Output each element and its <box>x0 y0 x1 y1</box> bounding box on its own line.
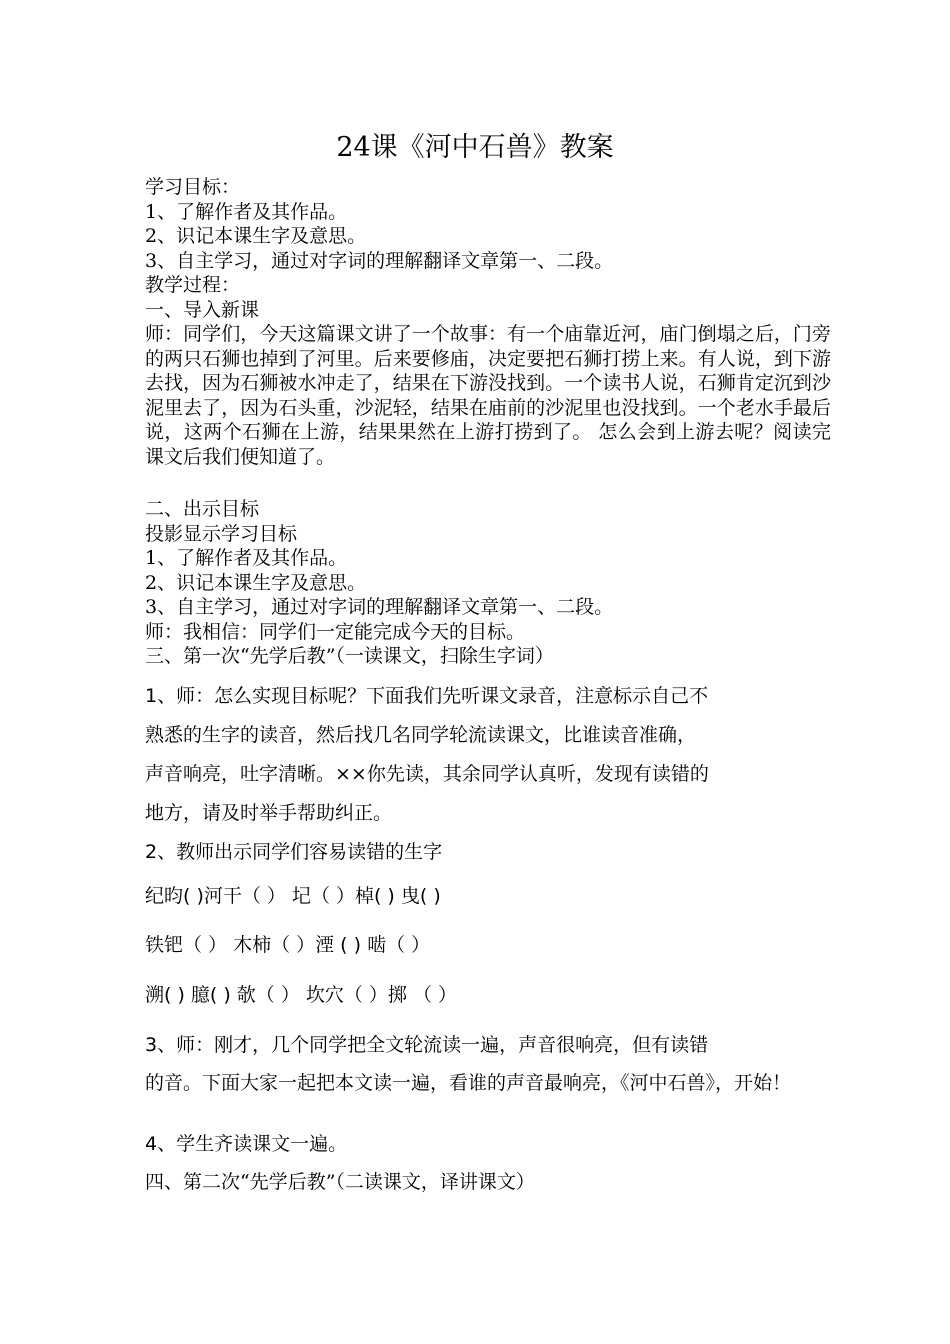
process-heading: 教学过程： <box>145 274 241 296</box>
step3-line: 的音。下面大家一起把本文读一遍，看谁的声音最响亮，《河中石兽》，开始！ <box>145 1072 792 1094</box>
vocab-row: 铁钯（ ） 木柿（ ）湮 ( ) 啮（ ） <box>145 934 431 956</box>
section2-heading: 二、出示目标 <box>145 498 260 520</box>
step1-line: 地方，请及时举手帮助纠正。 <box>145 802 393 824</box>
objective-item: 2、识记本课生字及意思。 <box>145 225 367 247</box>
step2-heading: 2、教师出示同学们容易读错的生字 <box>145 841 443 863</box>
section1-heading: 一、导入新课 <box>145 298 260 321</box>
teacher-statement: 师：我相信：同学们一定能完成今天的目标。 <box>145 620 526 643</box>
section3-heading: 三、第一次“先学后教”（一读课文，扫除生字词） <box>145 645 554 667</box>
goal-item: 3、自主学习，通过对字词的理解翻译文章第一、二段。 <box>145 596 614 618</box>
step4-line: 4、学生齐读课文一遍。 <box>145 1133 348 1155</box>
section1-paragraph: 师：同学们，今天这篇课文讲了一个故事：有一个庙靠近河，庙门倒塌之后，门旁的两只石狮也掉到了河里。后来要修庙，决定要把石狮打捞上来。有人说，到下游去找，因为石狮被水冲走了，结果在下游没找到。一个读书人说，石狮肯定沉到沙泥里去了，因为石头重，沙泥轻，结果在庙前的沙泥里也没找到。一个老水手最后说，这两个石狮在上游，结果果然在上游打捞到了。 怎么会到上游去呢？阅读完课文后我们便知道了。 <box>145 323 831 468</box>
page-title: 24课《河中石兽》教案 <box>336 132 614 163</box>
objectives-block <box>145 175 835 322</box>
section2-block <box>145 497 835 669</box>
objective-item: 1、了解作者及其作品。 <box>145 200 348 223</box>
objective-item: 3、自主学习，通过对字词的理解翻译文章第一、二段。 <box>145 249 614 272</box>
step1-line: 声音响亮，吐字清晰。××你先读，其余同学认真听，发现有读错的 <box>145 763 709 785</box>
section3-step1 <box>145 677 835 872</box>
goal-item: 1、了解作者及其作品。 <box>145 547 348 569</box>
vocab-row: 纪昀( )河干（ ） 圮（ ）棹( ) 曳( ) <box>145 885 441 907</box>
objectives-heading: 学习目标： <box>145 176 241 198</box>
step1-line: 1、师：怎么实现目标呢？下面我们先听课文录音，注意标示自己不 <box>145 685 709 707</box>
step1-line: 熟悉的生字的读音，然后找几名同学轮流读课文，比谁读音准确， <box>145 724 697 746</box>
step3-line: 3、师：刚才，几个同学把全文轮流读一遍，声音很响亮，但有读错 <box>145 1034 709 1056</box>
vocab-row: 溯( ) 臆( ) 欹（ ） 坎穴（ ）掷 （ ） <box>145 984 458 1006</box>
goal-item: 2、识记本课生字及意思。 <box>145 571 367 594</box>
section2-subheading: 投影显示学习目标 <box>145 522 298 545</box>
section4-heading: 四、第二次“先学后教”（二读课文，译讲课文） <box>145 1171 535 1193</box>
